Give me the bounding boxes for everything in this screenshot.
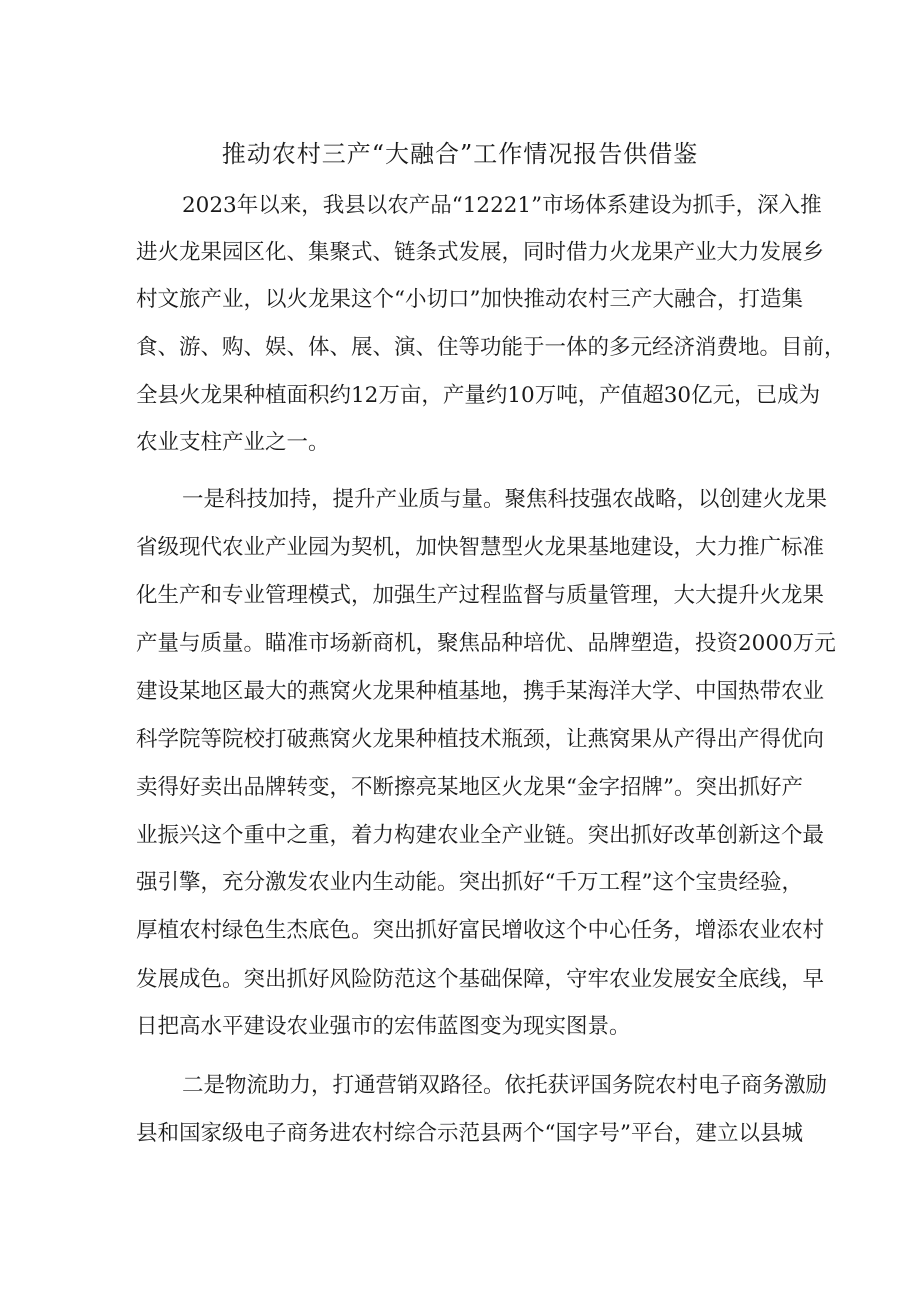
paragraph-2-line-3: 化生产和专业管理模式，加强生产过程监督与质量管理，大大提升火龙果 xyxy=(136,583,825,608)
paragraph-2-line-8: 业振兴这个重中之重，着力构建农业全产业链。突出抓好改革创新这个最 xyxy=(136,823,825,848)
paragraph-2-line-10: 厚植农村绿色生杰底色。突出抓好富民增收这个中心任务，增添农业农村 xyxy=(136,918,825,943)
paragraph-2-line-4: 产量与质量。瞄准市场新商机，聚焦品种培优、品牌塑造，投资2000万元 xyxy=(136,631,836,656)
paragraph-2-line-5: 建设某地区最大的燕窝火龙果种植基地，携手某海洋大学、中国热带农业 xyxy=(136,679,825,704)
paragraph-1-line-2: 进火龙果园区化、集聚式、链条式发展，同时借力火龙果产业大力发展乡 xyxy=(136,240,825,265)
paragraph-2-line-9: 强引擎，充分激发农业内生动能。突出抓好“千万工程”这个宝贵经验， xyxy=(136,870,803,895)
document-title: 推动农村三产“大融合”工作情况报告供借鉴 xyxy=(221,140,699,168)
paragraph-2-line-11: 发展成色。突出抓好风险防范这个基础保障，守牢农业发展安全底线，早 xyxy=(136,967,825,992)
paragraph-2-line-1: 一是科技加持，提升产业质与量。聚焦科技强农战略，以创建火龙果 xyxy=(182,487,828,512)
paragraph-3-line-1: 二是物流助力，打通营销双路径。依托获评国务院农村电子商务激励 xyxy=(182,1073,828,1098)
paragraph-1-line-6: 农业支柱产业之一。 xyxy=(136,430,330,455)
paragraph-1-line-4: 食、游、购、娱、体、展、演、住等功能于一体的多元经济消费地。目前， xyxy=(136,335,846,360)
paragraph-2-line-2: 省级现代农业产业园为契机，加快智慧型火龙果基地建设，大力推广标准 xyxy=(136,535,825,560)
paragraph-1-line-3: 村文旅产业，以火龙果这个“小切口”加快推动农村三产大融合，打造集 xyxy=(136,287,803,312)
paragraph-2-line-7: 卖得好卖出品牌转变，不断擦亮某地区火龙果“金字招牌”。突出抓好产 xyxy=(136,775,803,800)
paragraph-2-line-6: 科学院等院校打破燕窝火龙果种植技术瓶颈，让燕窝果从产得出产得优向 xyxy=(136,727,825,752)
paragraph-1-line-1: 2023年以来，我县以农产品“12221”市场体系建设为抓手，深入推 xyxy=(182,193,822,218)
paragraph-3-line-2: 县和国家级电子商务进农村综合示范县两个“国字号”平台，建立以县城 xyxy=(136,1121,803,1146)
paragraph-2-line-12: 日把高水平建设农业强市的宏伟蓝图变为现实图景。 xyxy=(136,1014,631,1039)
paragraph-1-line-5: 全县火龙果种植面积约12万亩，产量约10万吨，产值超30亿元，已成为 xyxy=(136,383,821,408)
